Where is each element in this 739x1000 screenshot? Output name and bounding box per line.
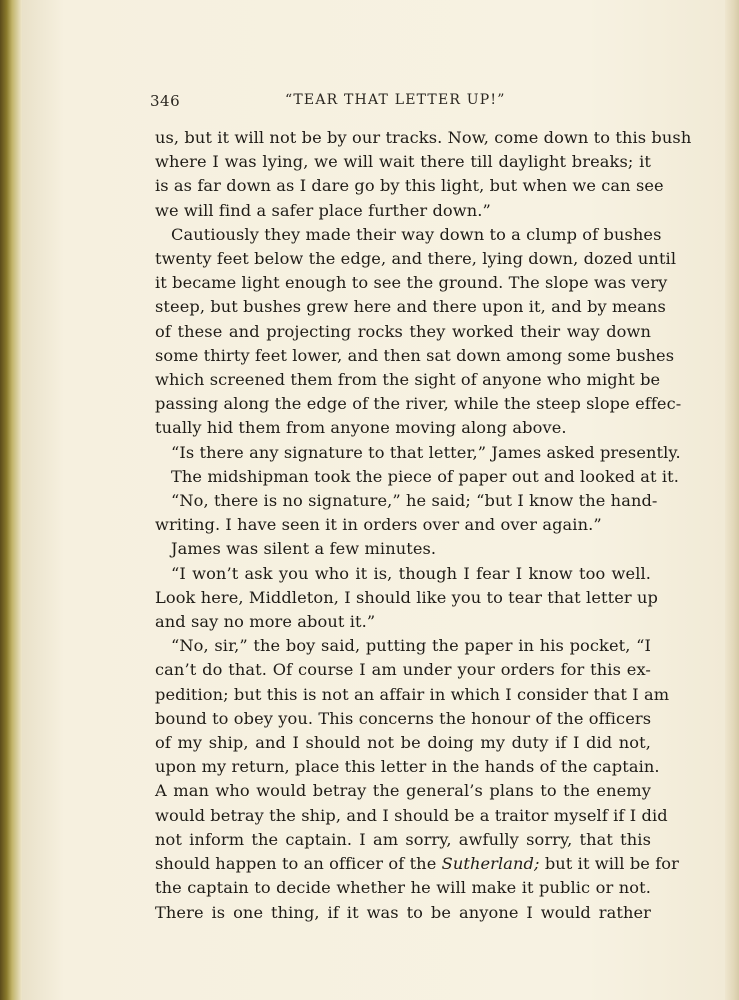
text-line: Look here, Middleton, I should like you to tear that letter up (155, 587, 658, 607)
text-line: and say no more about it.” (155, 612, 376, 632)
text-line: the captain to decide whether he will make it public or not. (155, 878, 651, 898)
text-line: not inform the captain. I am sorry, awfully sorry, that this (155, 829, 651, 849)
running-head: “TEAR THAT LETTER UP!” (285, 92, 506, 108)
book-spine-edge (0, 0, 22, 1000)
text-line: us, but it will not be by our tracks. Now, come down to this bush (155, 128, 692, 147)
text-line: should happen to an officer of the Sutherland; but it will be for (155, 854, 679, 874)
text-line: The midshipman took the piece of paper out and looked at it. (171, 466, 680, 486)
text-line: pedition; but this is not an affair in which I consider that I am (155, 684, 670, 704)
text-line: which screened them from the sight of anyone who might be (155, 370, 661, 390)
text-line: “I won’t ask you who it is, though I fear I know too well. (171, 563, 651, 583)
text-line: where I was lying, we will wait there till daylight breaks; it (155, 152, 651, 172)
body-text (155, 126, 692, 925)
text-line: is as far down as I dare go by this light, but when we can see (155, 176, 664, 196)
text-line: twenty feet below the edge, and there, lying down, dozed until (155, 249, 677, 269)
page-right-edge (725, 0, 739, 1000)
text-line: “No, there is no signature,” he said; “but I know the hand- (171, 491, 658, 511)
text-line: of these and projecting rocks they worked their way down (155, 321, 651, 341)
page-number: 346 (150, 92, 181, 110)
text-line: would betray the ship, and I should be a traitor myself if I did (155, 805, 668, 825)
ship-name: Sutherland; (441, 854, 540, 874)
text-line: writing. I have seen it in orders over and over again.” (155, 515, 602, 535)
text-line: passing along the edge of the river, while the steep slope effec- (155, 394, 682, 414)
text-line: A man who would betray the general’s plans to the enemy (155, 781, 651, 801)
text-line: James was silent a few minutes. (171, 539, 437, 559)
text-line: of my ship, and I should not be doing my duty if I did not, (155, 733, 651, 753)
text-line: “No, sir,” the boy said, putting the paper in his pocket, “I (171, 636, 651, 656)
text-line: tually hid them from anyone moving along above. (155, 418, 567, 438)
text-line: upon my return, place this letter in the hands of the captain. (155, 757, 660, 777)
page-header (150, 92, 650, 116)
text-line: “Is there any signature to that letter,” James asked presently. (171, 442, 681, 462)
text-line: can’t do that. Of course I am under your orders for this ex- (155, 660, 651, 680)
text-line: There is one thing, if it was to be anyone I would rather (155, 902, 651, 922)
text-line: we will find a safer place further down.” (155, 200, 491, 220)
text-line: Cautiously they made their way down to a clump of bushes (171, 224, 662, 244)
text-line: steep, but bushes grew here and there upon it, and by means (155, 297, 666, 317)
text-line: some thirty feet lower, and then sat down among some bushes (155, 345, 675, 365)
text-line: bound to obey you. This concerns the honour of the officers (155, 708, 652, 728)
text-line: it became light enough to see the ground. The slope was very (155, 273, 668, 293)
